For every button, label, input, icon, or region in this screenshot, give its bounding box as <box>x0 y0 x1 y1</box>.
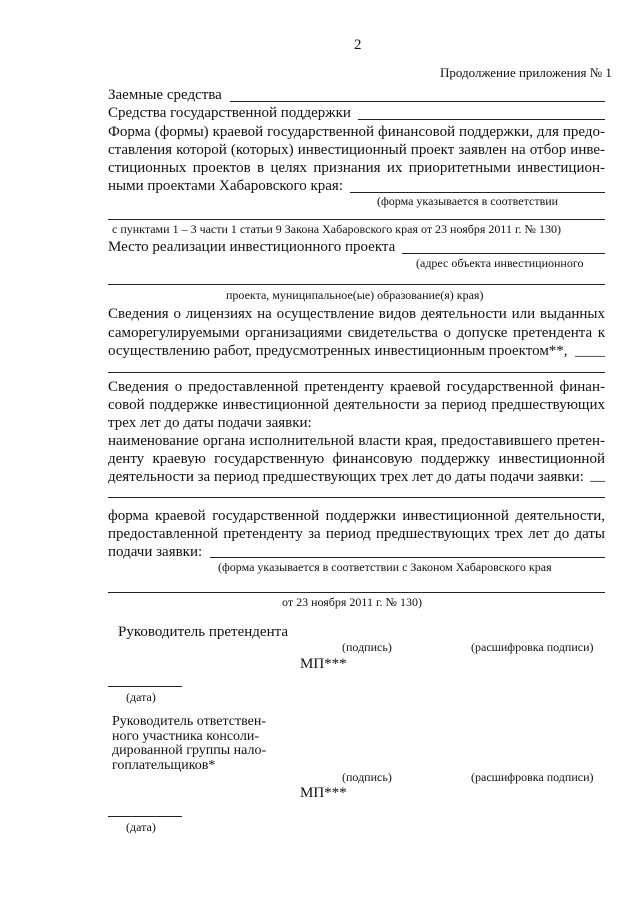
support-form-line4: ными проектами Хабаровского края: <box>108 178 343 194</box>
provided-form-hint1: (форма указывается в соответствии с Законом Хабаровского края <box>218 560 552 574</box>
licenses-field[interactable] <box>108 372 605 373</box>
support-form-line1: Форма (формы) краевой государственной финансовой поддержки, для предо- <box>108 124 605 140</box>
loan-funds-label: Заемные средства <box>108 87 222 103</box>
support-form-hint2: с пунктами 1 – 3 части 1 статьи 9 Закона Хабаровского края от 23 ноября 2011 г. № 130) <box>112 222 561 236</box>
licenses-blank[interactable]: ____ <box>575 343 605 359</box>
provided-form-line1: форма краевой государственной поддержки инвестиционной деятельности, <box>108 508 605 524</box>
authority-line2: денту краевую государственную финансовую поддержку инвестиционной <box>108 451 605 467</box>
provided-form-field-2[interactable] <box>108 592 605 593</box>
support-form-line3: стиционных проектов в целях признания их приоритетными инвестицион- <box>108 160 605 176</box>
signature2-sign-hint: (подпись) <box>342 770 392 784</box>
prior-support-line1: Сведения о предоставленной претенденту краевой государственной финан- <box>108 379 605 395</box>
authority-line3: деятельности за период предшествующих трех лет до даты подачи заявки: <box>108 469 584 485</box>
state-support-label: Средства государственной поддержки <box>108 105 351 121</box>
provided-form-hint2: от 23 ноября 2011 г. № 130) <box>282 595 422 609</box>
signature1-stamp: МП*** <box>300 656 347 672</box>
loan-funds-field[interactable] <box>230 101 605 102</box>
location-hint1: (адрес объекта инвестиционного <box>416 256 584 270</box>
provided-form-field[interactable] <box>210 557 605 558</box>
licenses-line1: Сведения о лицензиях на осуществление видов деятельности или выданных <box>108 306 605 322</box>
location-label: Место реализации инвестиционного проекта <box>108 239 396 255</box>
signature2-title-line3: дированной группы нало- <box>112 743 267 758</box>
authority-line1: наименование органа исполнительной власти края, предоставившего претен- <box>108 433 605 449</box>
provided-form-line2: предоставленной претенденту за период предшествующих трех лет до даты <box>108 526 605 542</box>
signature1-title: Руководитель претендента <box>118 624 289 640</box>
provided-form-line3: подачи заявки: <box>108 544 203 560</box>
location-hint2: проекта, муниципальное(ые) образование(я) края) <box>226 288 484 302</box>
signature1-date-hint: (дата) <box>126 690 156 704</box>
support-form-field[interactable] <box>350 192 605 193</box>
prior-support-line2: совой поддержке инвестиционной деятельности за период предшествующих <box>108 397 605 413</box>
signature2-title-line2: ного участника консоли- <box>112 728 260 744</box>
signature1-sign-hint: (подпись) <box>342 640 392 654</box>
location-field[interactable] <box>402 253 605 254</box>
licenses-line3: осуществлению работ, предусмотренных инвестиционным проектом**, <box>108 343 568 359</box>
signature2-date-field[interactable] <box>108 816 182 817</box>
signature2-stamp: МП*** <box>300 785 347 801</box>
location-field-2[interactable] <box>108 284 605 285</box>
state-support-field[interactable] <box>358 119 605 120</box>
support-form-field-2[interactable] <box>108 219 605 220</box>
page-number: 2 <box>354 37 362 53</box>
signature2-decode-hint: (расшифровка подписи) <box>471 770 594 784</box>
licenses-line2: саморегулируемыми организациями свидетельства о допуске претендента к <box>108 325 605 341</box>
signature1-decode-hint: (расшифровка подписи) <box>471 640 594 654</box>
signature2-date-hint: (дата) <box>126 820 156 834</box>
support-form-hint1: (форма указывается в соответствии <box>377 194 559 208</box>
support-form-line2: ставления которой (которых) инвестиционный проект заявлен на отбор инве- <box>108 142 605 158</box>
signature2-title-line4: гоплательщиков* <box>112 757 216 773</box>
authority-blank[interactable]: __ <box>590 468 605 484</box>
signature1-date-field[interactable] <box>108 686 182 687</box>
signature2-title <box>112 715 266 773</box>
appendix-continuation: Продолжение приложения № 1 <box>440 65 612 80</box>
prior-support-line3: трех лет до даты подачи заявки: <box>108 415 312 431</box>
authority-field[interactable] <box>108 497 605 498</box>
signature2-title-line1: Руководитель ответствен- <box>112 714 266 729</box>
